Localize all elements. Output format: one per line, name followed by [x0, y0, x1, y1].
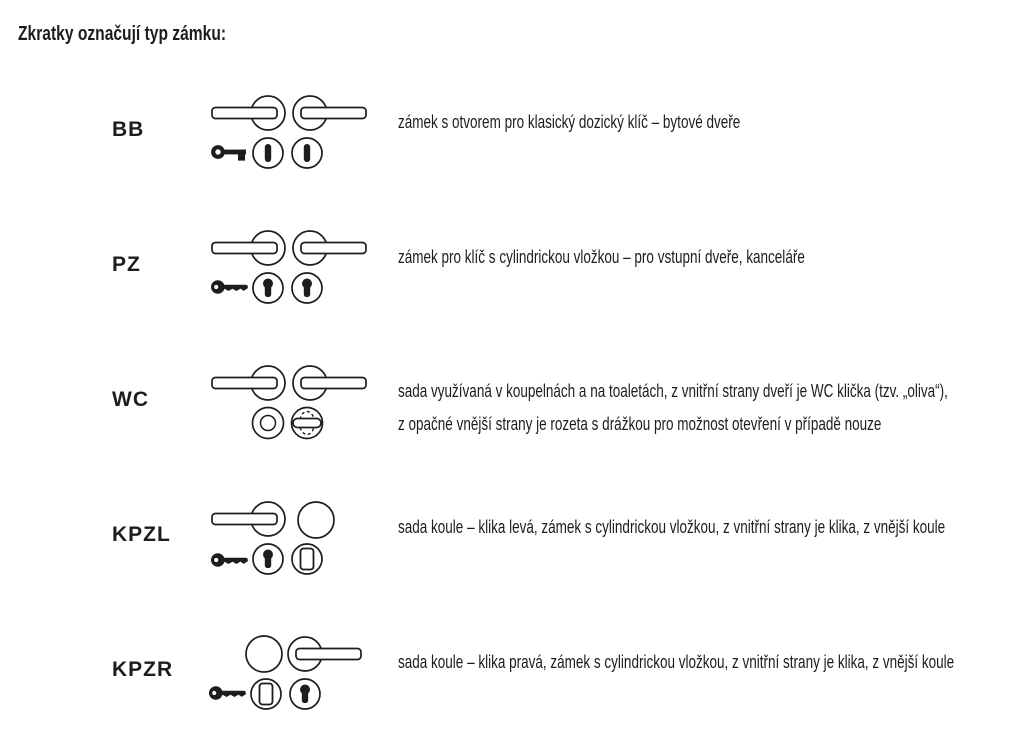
blind-plate-rosette-icon — [251, 679, 281, 709]
lock-code-kpzr: KPZR — [112, 658, 174, 681]
bb-keyhole-rosette-icon — [253, 138, 283, 168]
lever-handle-right-icon — [288, 637, 361, 671]
lock-description-pz: zámek pro klíč s cylindrickou vložkou – pro vstupní dveře, kanceláře — [398, 246, 805, 267]
cylinder-key-icon — [211, 280, 248, 294]
cylinder-keyhole-rosette-icon — [292, 273, 322, 303]
grooved-rosette-icon — [253, 408, 284, 439]
lever-handle-left-icon — [212, 231, 285, 265]
lock-code-wc: WC — [112, 388, 149, 411]
classic-bit-key-icon — [213, 147, 246, 160]
wc-oliva-turn-knob-icon — [292, 408, 323, 439]
lock-row-wc — [0, 365, 1011, 447]
lock-code-kpzl: KPZL — [112, 523, 171, 546]
round-knob-icon — [298, 502, 334, 538]
lock-description-kpzl: sada koule – klika levá, zámek s cylindrickou vložkou, z vnitřní strany je klika, z vnější koule — [398, 516, 946, 537]
round-knob-icon — [246, 636, 282, 672]
bb-keyhole-rosette-icon — [292, 138, 322, 168]
lock-icons-kpzl — [198, 500, 388, 582]
lock-row-kpzr — [0, 635, 1011, 717]
lever-handle-right-icon — [293, 231, 366, 265]
lock-code-bb: BB — [112, 118, 145, 141]
lock-icons-kpzr — [198, 635, 388, 717]
lock-row-bb — [0, 95, 1011, 177]
lever-handle-right-icon — [293, 96, 366, 130]
lock-description-wc: sada využívaná v koupelnách a na toaletách, z vnitřní strany dveří je WC klička (tzv. „oliva“), z opačné vnější strany je rozeta s drážkou pro možnost otevření v případě nouze — [398, 380, 948, 434]
lever-handle-left-icon — [212, 96, 285, 130]
page-title: Zkratky označují typ zámku: — [18, 23, 227, 45]
cylinder-key-icon — [211, 553, 248, 567]
cylinder-keyhole-rosette-icon — [290, 679, 320, 709]
lock-icons-bb — [198, 95, 388, 177]
blind-plate-rosette-icon — [292, 544, 322, 574]
lock-icons-wc — [198, 365, 388, 447]
lock-code-pz: PZ — [112, 253, 141, 276]
lock-row-pz — [0, 230, 1011, 312]
lock-row-kpzl — [0, 500, 1011, 582]
cylinder-key-icon — [209, 686, 246, 700]
lever-handle-right-icon — [293, 366, 366, 400]
cylinder-keyhole-rosette-icon — [253, 273, 283, 303]
lock-description-kpzr: sada koule – klika pravá, zámek s cylindrickou vložkou, z vnitřní strany je klika, z vnější koule — [398, 651, 955, 672]
lock-icons-pz — [198, 230, 388, 312]
lever-handle-left-icon — [212, 502, 285, 536]
cylinder-keyhole-rosette-icon — [253, 544, 283, 574]
lever-handle-left-icon — [212, 366, 285, 400]
lock-description-bb: zámek s otvorem pro klasický dozický klíč – bytové dveře — [398, 111, 741, 132]
